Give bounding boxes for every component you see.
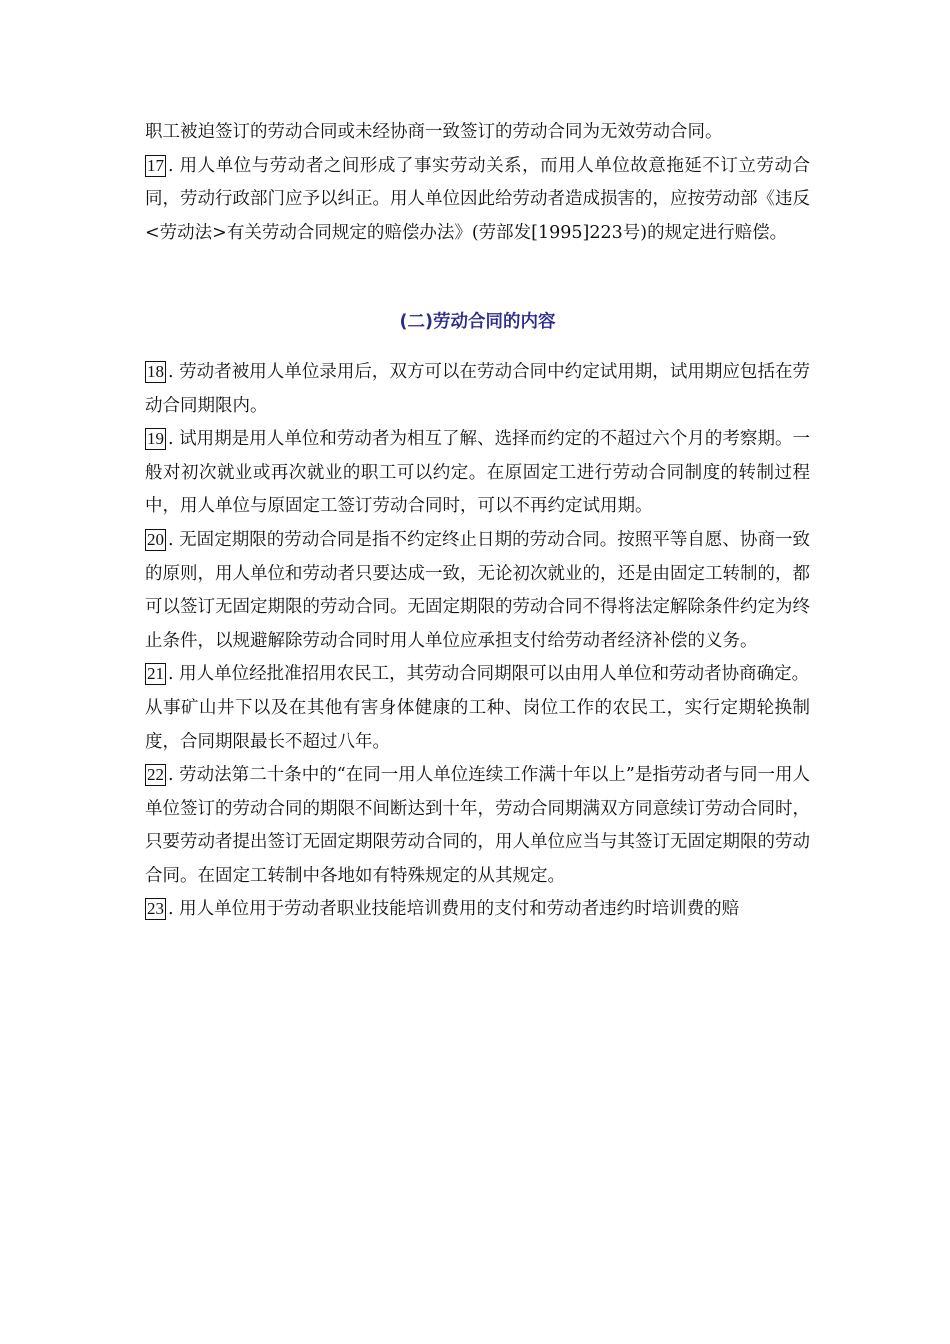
intro-paragraph: 职工被迫签订的劳动合同或未经协商一致签订的劳动合同为无效劳动合同。 — [145, 122, 723, 142]
article-text: . 无固定期限的劳动合同是指不约定终止日期的劳动合同。按照平等自愿、协商一致的原则，用人单位和劳动者只要达成一致，无论初次就业的，还是由固定工转制的，都可以签订无固定期限的劳动合同。无固定期限的劳动合同不得将法定解除条件约定为终止条件，以规避解除劳动合同时用人单位应承担支付给劳动者经济补偿的义务。 — [145, 529, 810, 651]
article-number: 18 — [147, 361, 164, 381]
article-text: . 劳动法第二十条中的“在同一用人单位连续工作满十年以上”是指劳动者与同一用人单位签订的劳动合同的期限不间断达到十年，劳动合同期满双方同意续订劳动合同时，只要劳动者提出签订无固定期限劳动合同的，用人单位应当与其签订无固定期限的劳动合同。在固定工转制中各地如有特殊规定的从其规定。 — [145, 765, 810, 886]
article-23 — [145, 893, 810, 927]
article-20 — [145, 524, 810, 658]
article-number: 23 — [147, 899, 164, 919]
article-17 — [145, 150, 810, 251]
article-18 — [145, 356, 810, 423]
article-text: . 试用期是用人单位和劳动者为相互了解、选择而约定的不超过六个月的考察期。一般对初次就业或再次就业的职工可以约定。在原固定工进行劳动合同制度的转制过程中，用人单位与原固定工签订劳动合同时，可以不再约定试用期。 — [145, 429, 810, 517]
document-page — [145, 116, 810, 927]
article-19 — [145, 423, 810, 524]
article-22 — [145, 759, 810, 893]
article-number: 22 — [147, 765, 164, 785]
article-text: . 用人单位经批准招用农民工，其劳动合同期限可以由用人单位和劳动者协商确定。 — [168, 664, 810, 685]
article-21 — [145, 658, 810, 692]
article-number: 17 — [147, 155, 164, 175]
article-number: 19 — [147, 429, 164, 449]
section-heading: (二)劳动合同的内容 — [399, 312, 556, 333]
article-text: . 用人单位与劳动者之间形成了事实劳动关系，而用人单位故意拖延不订立劳动合同，劳动行政部门应予以纠正。用人单位因此给劳动者造成损害的，应按劳动部《违反<劳动法>有关劳动合同规定的赔偿办法》(劳部发[1995]223号)的规定进行赔偿。 — [145, 155, 810, 243]
article-number: 20 — [147, 529, 164, 549]
article-21-continued: 从事矿山井下以及在其他有害身体健康的工种、岗位工作的农民工，实行定期轮换制度，合同期限最长不超过八年。 — [145, 697, 810, 752]
article-text: . 劳动者被用人单位录用后，双方可以在劳动合同中约定试用期，试用期应包括在劳动合同期限内。 — [145, 361, 810, 416]
article-text: . 用人单位用于劳动者职业技能培训费用的支付和劳动者违约时培训费的赔 — [168, 899, 740, 920]
article-number: 21 — [147, 664, 164, 684]
